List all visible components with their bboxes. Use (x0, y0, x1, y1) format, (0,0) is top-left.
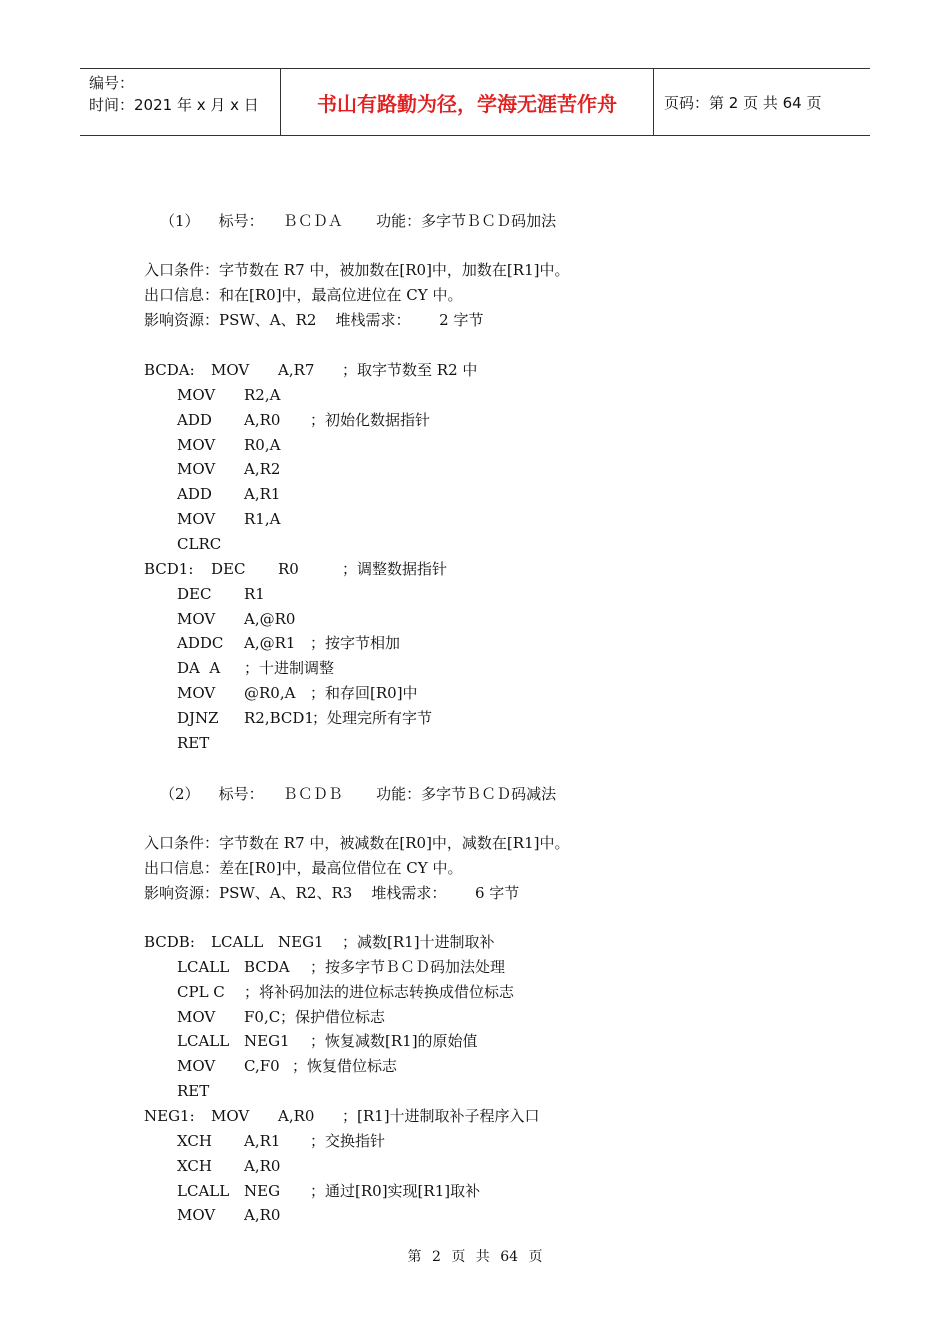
section-2-resources: 影响资源：PSW、A、R2、R3 堆栈需求： 6 字节 (144, 884, 520, 902)
code-opcode: RET (177, 1082, 210, 1101)
section-1-entry: 入口条件：字节数在 R7 中，被加数在[R0]中，加数在[R1]中。 (144, 261, 570, 279)
code-opcode: XCH (177, 1131, 212, 1150)
code-opcode: DJNZ (177, 708, 219, 727)
code-opcode: MOV (177, 435, 216, 454)
code-comment: ；将补码加法的进位标志转换成借位标志 (244, 982, 515, 1001)
section-2-exit: 出口信息：差在[R0]中，最高位借位在 CY 中。 (144, 859, 463, 877)
section-2-entry: 入口条件：字节数在 R7 中，被减数在[R0]中，减数在[R1]中。 (144, 834, 570, 852)
footer-total-pages: 64 (500, 1249, 519, 1265)
footer-ye-2: 页 (528, 1249, 543, 1265)
code-opcode: LCALL (177, 1181, 230, 1200)
code-label: BCDB: (144, 933, 195, 951)
code-operands: A,R7 (278, 361, 315, 379)
code-operands: A,R0 (244, 1206, 281, 1225)
code-operands: A,@R0 (244, 609, 296, 628)
code-operands: R0 (278, 559, 299, 578)
code-comment: ；处理完所有字节 (312, 708, 433, 727)
code-opcode: MOV (177, 460, 216, 479)
code-comment: ；通过[R0]实现[R1]取补 (310, 1181, 481, 1200)
time-label: 时间：2021 年 x 月 x 日 (89, 96, 259, 114)
page-footer (0, 1246, 950, 1266)
code-opcode: LCALL (177, 957, 230, 976)
code-operands: NEG1 (244, 1032, 290, 1051)
code-operands: A,R1 (244, 485, 281, 504)
header-motto: 书山有路勤为径，学海无涯苦作舟 (281, 69, 654, 135)
code-operands: A,@R1 (244, 634, 296, 653)
code-comment: ；减数[R1]十进制取补 (342, 933, 495, 951)
code-label: BCD1: (144, 559, 194, 578)
code-comment: ；按多字节ＢＣＤ码加法处理 (310, 957, 506, 976)
header-page-info: 页码：第 2 页 共 64 页 (664, 93, 822, 112)
code-operands: R2,A (244, 385, 281, 404)
code-comment: ；十进制调整 (244, 659, 335, 678)
code-comment: ；恢复借位标志 (292, 1057, 398, 1076)
code-operands: R2,BCD1 (244, 708, 314, 727)
code-opcode: RET (177, 733, 210, 752)
code-operands: NEG1 (278, 933, 324, 951)
code-operands: @R0,A (244, 684, 296, 703)
code-comment: ；初始化数据指针 (310, 410, 431, 429)
code-opcode: ADD (177, 485, 212, 504)
code-comment: ；按字节相加 (310, 634, 401, 653)
footer-gong: 共 (475, 1249, 490, 1265)
code-operands: C,F0 (244, 1057, 280, 1076)
code-operands: BCDA (244, 957, 290, 976)
code-comment: ；取字节数至 R2 中 (342, 361, 478, 379)
code-operands: A,R0 (244, 410, 281, 429)
code-label: BCDA: (144, 361, 195, 379)
code-operands: A,R0 (278, 1106, 315, 1125)
number-label: 编号： (89, 74, 135, 92)
code-comment: ；调整数据指针 (342, 559, 448, 578)
code-comment: ；恢复减数[R1]的原始值 (310, 1032, 478, 1051)
document-header (80, 68, 870, 136)
code-comment: ；和存回[R0]中 (310, 684, 418, 703)
header-meta (80, 69, 281, 135)
code-opcode: MOV (177, 510, 216, 529)
code-operands: F0,C (244, 1007, 281, 1026)
code-opcode: MOV (211, 361, 250, 379)
code-comment: ；[R1]十进制取补子程序入口 (342, 1106, 540, 1125)
code-opcode: MOV (177, 609, 216, 628)
code-opcode: DA A (177, 659, 221, 678)
code-opcode: LCALL (177, 1032, 230, 1051)
code-opcode: DEC (211, 559, 246, 578)
code-opcode: XCH (177, 1156, 212, 1175)
code-operands: NEG (244, 1181, 281, 1200)
code-opcode: MOV (177, 385, 216, 404)
code-opcode: CLRC (177, 534, 222, 553)
code-opcode: MOV (177, 1206, 216, 1225)
code-comment: ；保护借位标志 (280, 1007, 386, 1026)
code-operands: R1,A (244, 510, 281, 529)
footer-di: 第 (407, 1249, 422, 1265)
code-operands: R0,A (244, 435, 281, 454)
footer-page-number: 2 (431, 1249, 441, 1265)
code-opcode: CPL C (177, 982, 225, 1001)
code-opcode: MOV (177, 1057, 216, 1076)
code-opcode: LCALL (211, 933, 264, 951)
code-label: NEG1: (144, 1106, 195, 1125)
code-operands: A,R2 (244, 460, 281, 479)
footer-ye: 页 (451, 1249, 466, 1265)
code-opcode: ADD (177, 410, 212, 429)
code-operands: A,R1 (244, 1131, 281, 1150)
code-opcode: ADDC (177, 634, 224, 653)
section-1-title: （1） 标号： ＢＣＤＡ 功能：多字节ＢＣＤ码加法 (160, 212, 557, 230)
code-opcode: MOV (211, 1106, 250, 1125)
section-1-resources: 影响资源：PSW、A、R2 堆栈需求： 2 字节 (144, 311, 484, 329)
code-opcode: DEC (177, 584, 212, 603)
section-2-title: （2） 标号： ＢＣＤＢ 功能：多字节ＢＣＤ码减法 (160, 785, 557, 803)
code-opcode: MOV (177, 1007, 216, 1026)
code-operands: A,R0 (244, 1156, 281, 1175)
code-comment: ；交换指针 (310, 1131, 386, 1150)
code-operands: R1 (244, 584, 265, 603)
section-1-exit: 出口信息：和在[R0]中，最高位进位在 CY 中。 (144, 286, 463, 304)
code-opcode: MOV (177, 684, 216, 703)
